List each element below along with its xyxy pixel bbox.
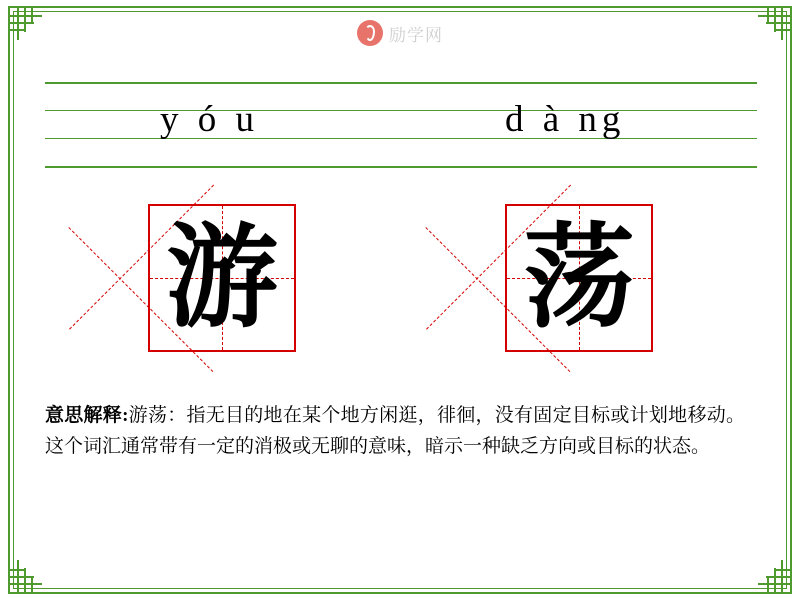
site-watermark — [357, 20, 443, 46]
corner-ornament-top-right — [758, 6, 792, 40]
explanation-block — [45, 400, 745, 462]
character-box-1 — [148, 204, 296, 352]
grid-line-second — [45, 110, 757, 111]
explanation-body: 游荡：指无目的地在某个地方闲逛，徘徊，没有固定目标或计划地移动。这个词汇通常带有一定的消极或无聊的意味，暗示一种缺乏方向或目标的状态。 — [45, 405, 745, 457]
flame-logo-icon — [357, 20, 383, 46]
site-name-label: 励学网 — [389, 25, 443, 45]
pinyin-four-line-grid — [45, 82, 757, 168]
grid-line-bottom — [45, 166, 757, 168]
grid-line-third — [45, 138, 757, 139]
grid-line-top — [45, 82, 757, 84]
corner-ornament-bottom-right — [758, 560, 792, 594]
explanation-label: 意思解释: — [45, 405, 129, 426]
character-box-2 — [505, 204, 653, 352]
pinyin-second-syllable: d à ng — [505, 99, 626, 140]
character-glyph-1: 游 — [166, 213, 278, 343]
corner-ornament-top-left — [8, 6, 42, 40]
corner-ornament-bottom-left — [8, 560, 42, 594]
character-glyph-2: 荡 — [523, 213, 635, 343]
pinyin-first-syllable: y ó u — [160, 99, 259, 140]
